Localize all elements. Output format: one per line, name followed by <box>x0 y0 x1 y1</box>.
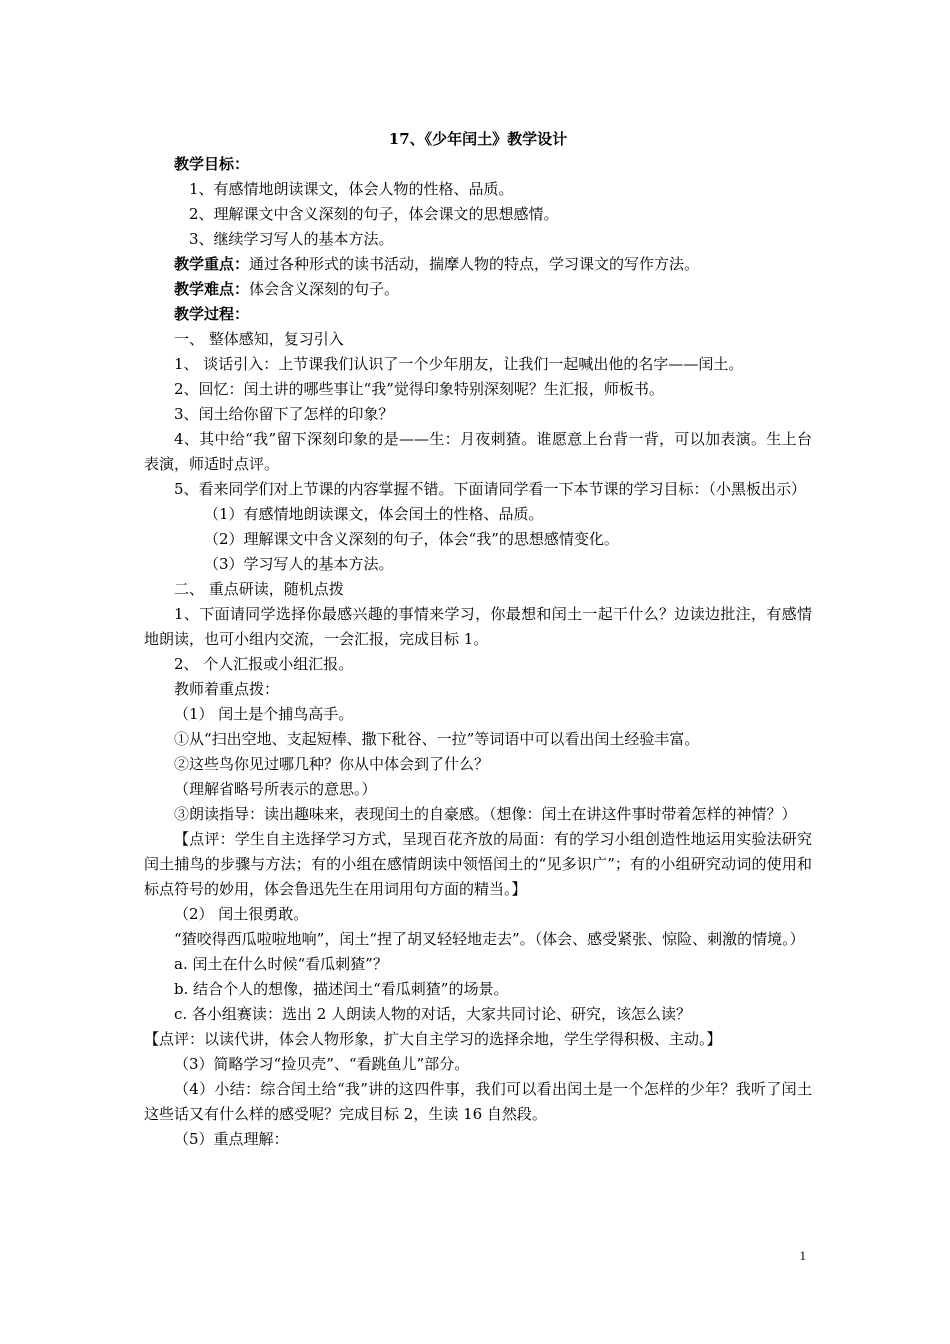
section-heading: 二、 重点研读，随机点拨 <box>174 580 344 598</box>
paragraph: 1、 谈话引入：上节课我们认识了一个少年朋友，让我们一起喊出他的名字——闰土。 <box>174 355 744 373</box>
paragraph: 3、闰土给你留下了怎样的印象？ <box>174 405 394 423</box>
comment-paragraph: 【点评：学生自主选择学习方式，呈现百花齐放的局面：有的学习小组创造性地运用实验法研究闰土捕鸟的步骤与方法；有的小组在感情朗读中领悟闰土的“见多识广”；有的小组研究动词的使用和标点符号的妙用，体会鲁迅先生在用词用句方面的精当。】 <box>144 830 812 898</box>
paragraph: “猹咬得西瓜啦啦地响”，闰土“捏了胡叉轻轻地走去”。（体会、感受紧张、惊险、刺激的情境。） <box>174 930 805 948</box>
key-points <box>144 252 812 277</box>
process-heading: 教学过程： <box>174 305 250 323</box>
difficulty-label: 教学难点： <box>174 280 250 298</box>
key-points-label: 教学重点： <box>174 255 250 273</box>
difficulty-text: 体会含义深刻的句子。 <box>249 280 400 298</box>
paragraph: （理解省略号所表示的意思。） <box>174 780 377 798</box>
paragraph: （1） 闰土是个捕鸟高手。 <box>174 705 354 723</box>
key-points-text: 通过各种形式的读书活动，揣摩人物的特点，学习课文的写作方法。 <box>249 255 700 273</box>
goal-item: 2、理解课文中含义深刻的句子，体会课文的思想感情。 <box>189 205 559 223</box>
paragraph: （5）重点理解： <box>174 1130 289 1148</box>
paragraph: a. 闰土在什么时候“看瓜刺猹”？ <box>174 955 388 973</box>
page-number: 1 <box>799 1248 806 1263</box>
paragraph: 2、 个人汇报或小组汇报。 <box>174 655 354 673</box>
difficulty <box>144 277 812 302</box>
paragraph: ③朗读指导：读出趣味来，表现闰土的自豪感。（想像：闰土在讲这件事时带着怎样的神情？） <box>174 805 797 823</box>
document-body <box>144 127 812 1152</box>
paragraph: b. 结合个人的想像，描述闰土“看瓜刺猹”的场景。 <box>174 980 509 998</box>
paragraph: 4、其中给“我”留下深刻印象的是——生：月夜刺猹。谁愿意上台背一背，可以加表演。生上台表演，师适时点评。 <box>144 430 812 473</box>
paragraph: （4）小结：综合闰土给“我”讲的这四件事，我们可以看出闰土是一个怎样的少年？我听了闰土这些话又有什么样的感受呢？完成目标 2，生读 16 自然段。 <box>144 1080 812 1123</box>
goal-item: 3、继续学习写人的基本方法。 <box>189 230 394 248</box>
paragraph: （2） 闰土很勇敢。 <box>174 905 309 923</box>
goals-heading: 教学目标： <box>174 155 250 173</box>
paragraph: 5、看来同学们对上节课的内容掌握不错。下面请同学看一下本节课的学习目标：（小黑板出示） <box>174 480 807 498</box>
paragraph: （3）简略学习“捡贝壳”、“看跳鱼儿”部分。 <box>174 1055 470 1073</box>
document-title: 17、《少年闰土》教学设计 <box>388 130 568 148</box>
paragraph: ②这些鸟你见过哪几种？你从中体会到了什么？ <box>174 755 490 773</box>
goal-item: 1、有感情地朗读课文，体会人物的性格、品质。 <box>189 180 514 198</box>
section-heading: 一、 整体感知，复习引入 <box>174 330 344 348</box>
paragraph: 1、下面请同学选择你最感兴趣的事情来学习，你最想和闰土一起干什么？边读边批注，有感情地朗读，也可小组内交流，一会汇报，完成目标 1。 <box>144 605 812 648</box>
comment-paragraph: 【点评：以读代讲，体会人物形象，扩大自主学习的选择余地，学生学得积极、主动。】 <box>144 1030 722 1048</box>
lesson-goal-item: （2）理解课文中含义深刻的句子，体会“我”的思想感情变化。 <box>204 530 619 548</box>
paragraph: ①从“扫出空地、支起短棒、撒下秕谷、一拉”等词语中可以看出闰土经验丰富。 <box>174 730 700 748</box>
lesson-goal-item: （3）学习写人的基本方法。 <box>204 555 394 573</box>
lesson-goal-item: （1）有感情地朗读课文，体会闰土的性格、品质。 <box>204 505 544 523</box>
paragraph: 2、回忆：闰土讲的哪些事让“我”觉得印象特别深刻呢？生汇报，师板书。 <box>174 380 664 398</box>
paragraph: c. 各小组赛读：选出 2 人朗读人物的对话，大家共同讨论、研究，该怎么读？ <box>174 1005 692 1023</box>
paragraph: 教师着重点拨： <box>174 680 280 698</box>
